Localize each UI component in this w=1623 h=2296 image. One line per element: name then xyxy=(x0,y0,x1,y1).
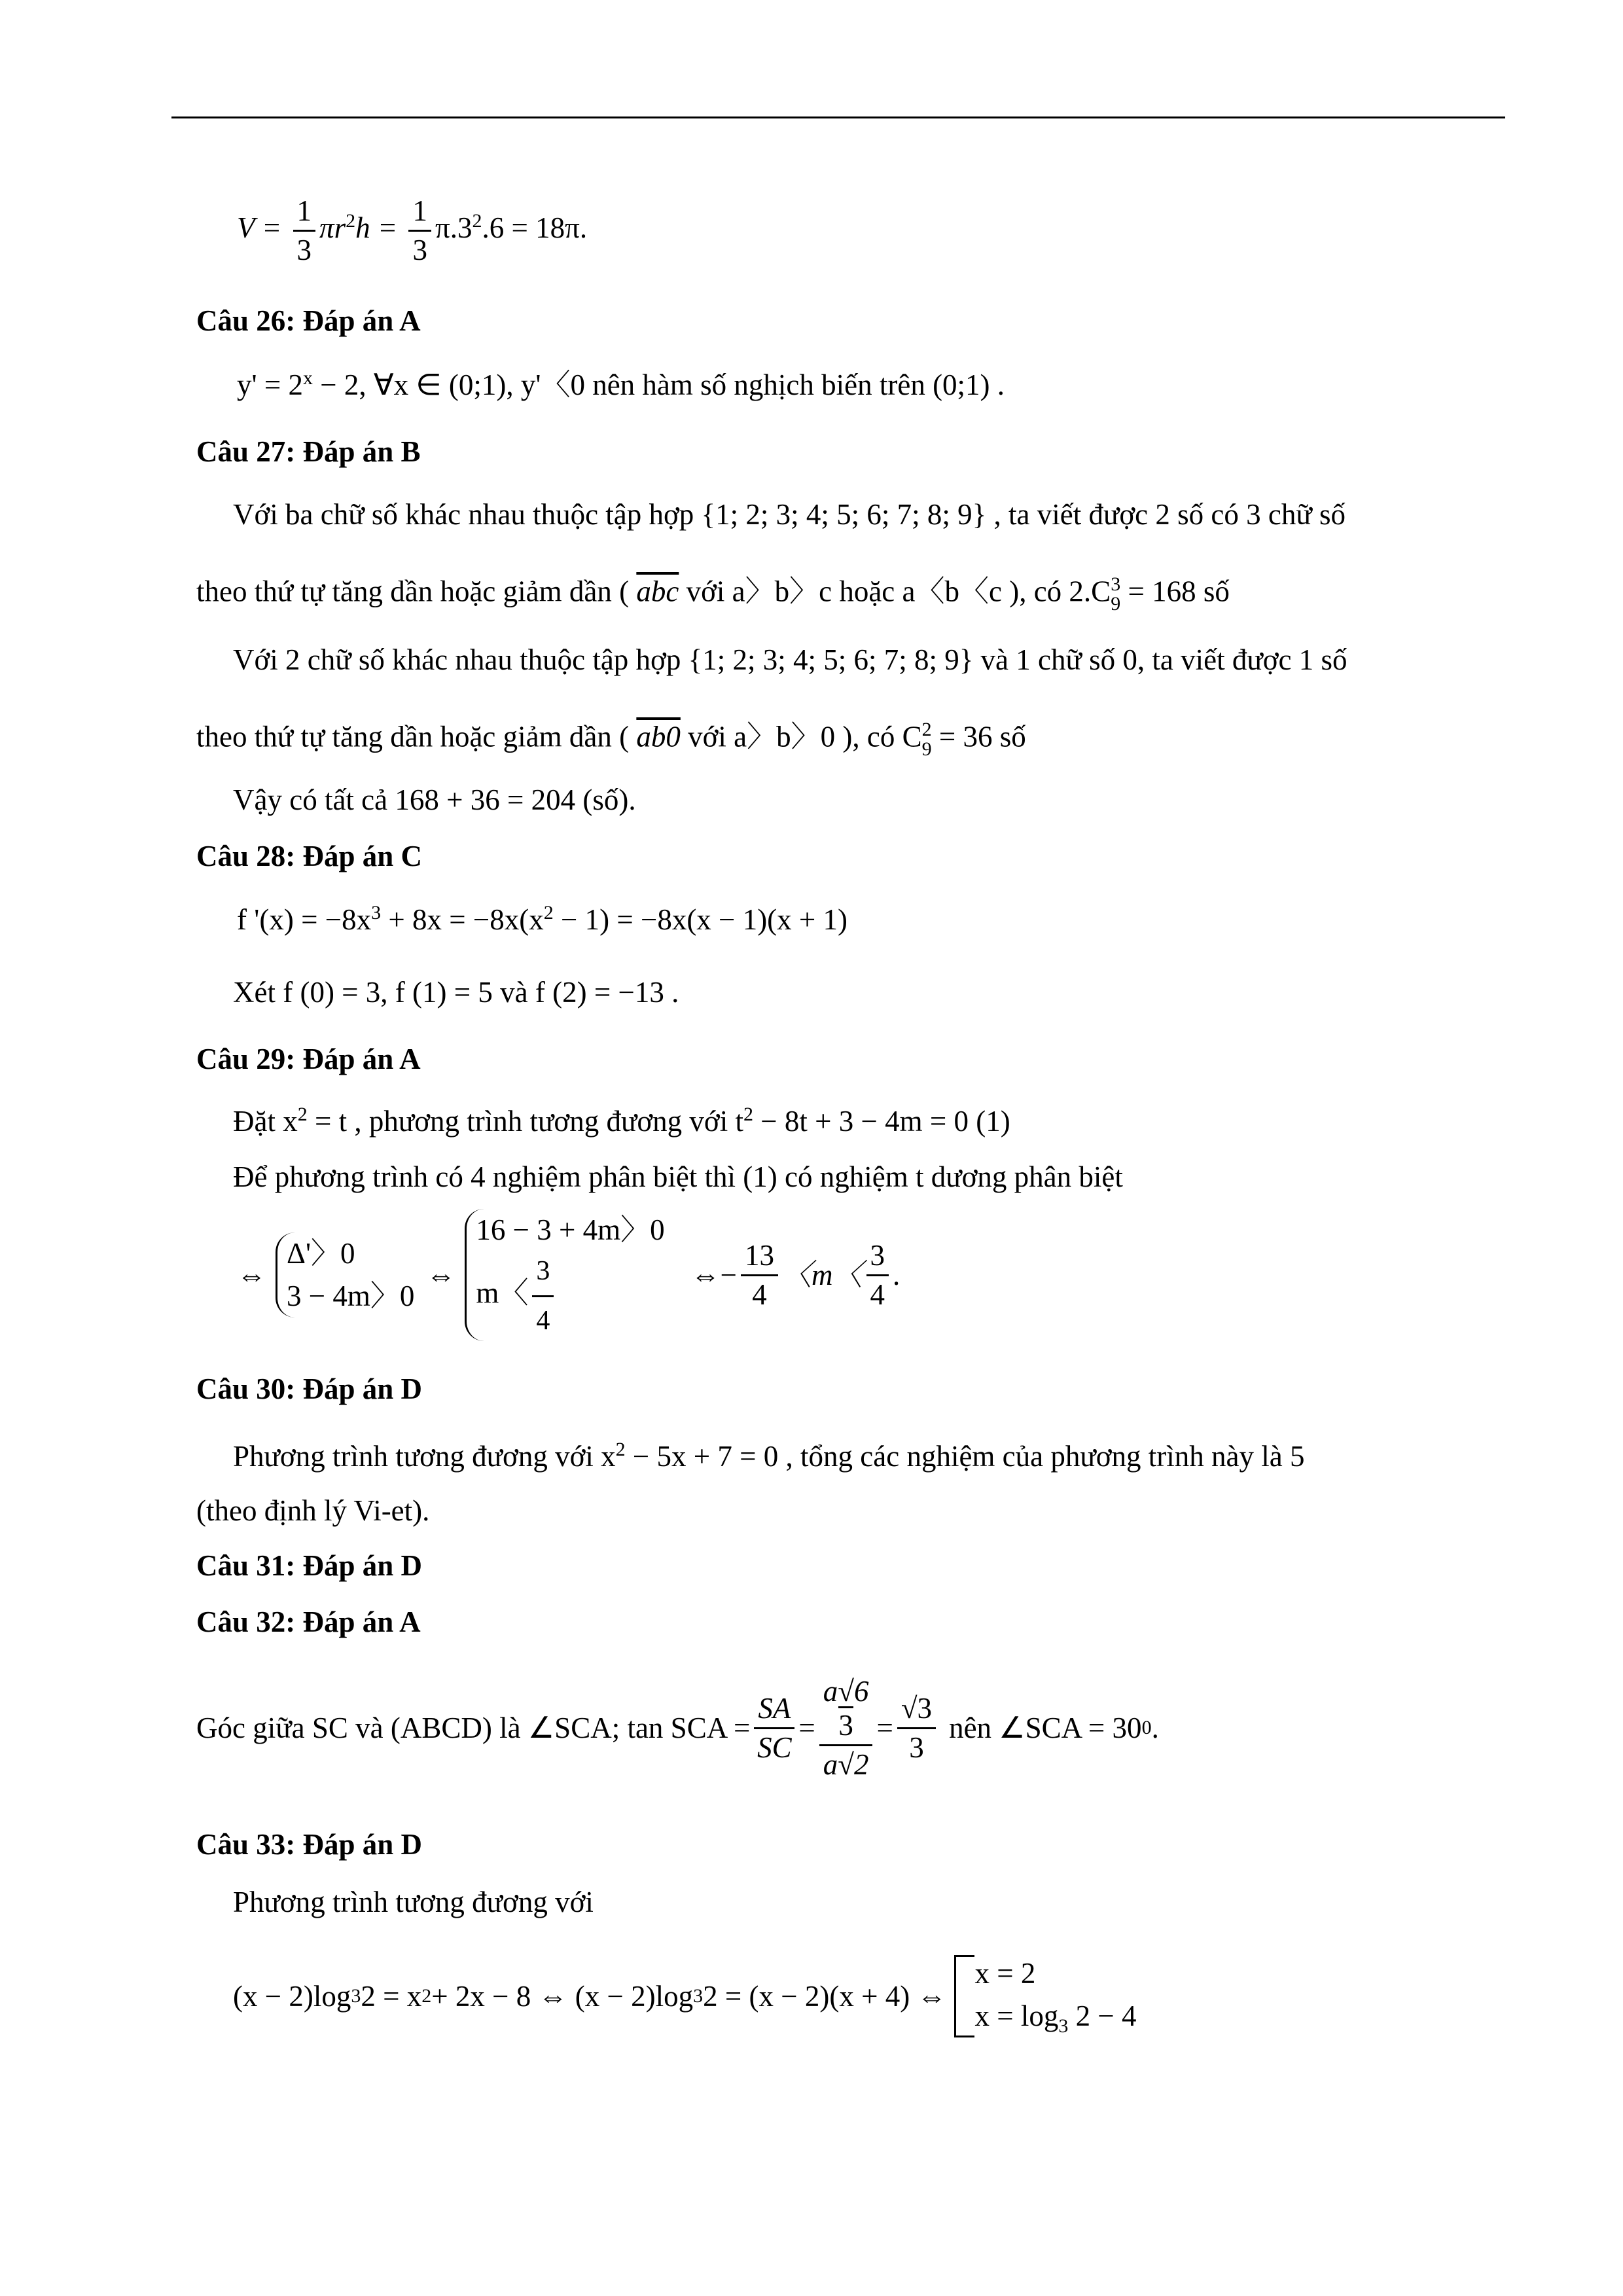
numerator: √3 xyxy=(897,1694,936,1729)
q27-line5: Vậy có tất cả 168 + 36 = 204 (số). xyxy=(233,783,636,816)
numerator xyxy=(819,1674,873,1746)
q33-e4: 2 = (x − 2)(x + 4) ⇔ xyxy=(703,1979,947,2013)
fraction-one-third-b xyxy=(408,196,431,265)
q27-l2b: với a〉b〉c hoặc a〈b〈c ), có 2.C xyxy=(679,575,1111,608)
q32-b: nên ∠SCA = 30 xyxy=(949,1711,1142,1744)
q26-sup: x xyxy=(303,367,313,389)
frac-sa-sc xyxy=(754,1691,794,1764)
system-2 xyxy=(465,1209,664,1341)
numerator: 1 xyxy=(293,196,316,232)
q33-e2: 2 = x xyxy=(361,1979,422,2013)
q26-line-b: − 2, ∀x ∈ (0;1), y'〈0 nên hàm số nghịch biến trên (0;1) . xyxy=(313,368,1005,401)
sys1-row1: Δ'〉0 xyxy=(287,1236,355,1270)
denominator: a√2 xyxy=(823,1748,869,1781)
iff-arrow-3: ⇔ xyxy=(690,1258,721,1291)
iff-arrow-1: ⇔ xyxy=(237,1258,266,1291)
q27-l4a: theo thứ tự tăng dần hoặc giảm dần ( xyxy=(196,720,637,753)
volume-sup2: 2 xyxy=(472,209,482,232)
frac-3-4 xyxy=(532,1251,554,1341)
three: 3 xyxy=(838,1706,853,1740)
solution-1: x = 2 xyxy=(974,1956,1036,1990)
q28-line1: f '$(x) = -8x^3 + 8x = -8x(x^2 - 1) = -8x(x - 1)(x + 1)$ xyxy=(237,902,848,936)
q28-line2: Xét f (0) = 3, f (1) = 5 và f (2) = −13 . xyxy=(233,976,679,1009)
q30-title: Câu 30: Đáp án D xyxy=(196,1372,423,1405)
q27-title: Câu 27: Đáp án B xyxy=(196,435,421,468)
q30-line2: (theo định lý Vi-et). xyxy=(196,1494,430,1527)
denominator: 4 xyxy=(536,1306,550,1336)
q29-mid: 〈m〈 xyxy=(782,1258,863,1291)
q27-sup3: 3 xyxy=(1111,573,1121,595)
q29-dot: . xyxy=(893,1258,901,1291)
volume-formula xyxy=(237,196,587,265)
denominator: 3 xyxy=(412,234,427,266)
q28-l1b: + 8x = −8x(x xyxy=(381,903,544,936)
q29-title: Câu 29: Đáp án A xyxy=(196,1043,421,1075)
q29-l1c: − 8t + 3 − 4m = 0 (1) xyxy=(753,1105,1010,1138)
q33-sub: 3 xyxy=(351,1985,361,2007)
solution-2 xyxy=(974,1995,1136,2041)
a-sqrt6: a√6 xyxy=(823,1674,869,1708)
solution-list xyxy=(974,1952,1136,2041)
q27-l2c: = 168 số xyxy=(1120,575,1230,608)
q28-title: Câu 28: Đáp án C xyxy=(196,840,423,872)
q33-e1: (x − 2)log xyxy=(233,1979,351,2013)
q27-line4 xyxy=(196,720,1026,759)
q27-sub9b: 9 xyxy=(921,738,932,760)
frac-compound xyxy=(819,1674,873,1781)
q30-l1b: − 5x + 7 = 0 , tổng các nghiệm của phương trình này là 5 xyxy=(625,1440,1305,1473)
numerator: 1 xyxy=(408,196,431,232)
q27-sup2: 2 xyxy=(921,719,932,740)
q26-line-a: y' = 2 xyxy=(237,368,303,401)
q27-sub9: 9 xyxy=(1111,593,1121,615)
frac-sqrt3-3 xyxy=(897,1691,936,1764)
q29-system: ⇔ Δ'〉0 3 − 4m〉0 ⇔ 16 − 3 + 4m〉0 m〈 $\frac{3}{4}$ ⇔ − $\frac{13}{4}$ 〈m〈 $\frac{3}{4}$ . xyxy=(237,1216,900,1334)
denominator: 3 xyxy=(296,234,312,266)
iff-arrow-2: ⇔ xyxy=(426,1258,456,1291)
q33-equation: (x − 2)log 3 2 = x 2 + 2x − 8 ⇔ (x − 2)log 3 2 = (x − 2)(x + 4) ⇔ x = 2 $x = \log_3 2 - 4$ xyxy=(233,1944,1136,2049)
solution-2b: 2 − 4 xyxy=(1068,1999,1137,2032)
q30-line1: Phương trình tương đương với $x^2 - 5x + 7 = 0$ , tổng các nghiệm của phương trình này là 5 xyxy=(233,1439,1305,1473)
q29-line2: Để phương trình có 4 nghiệm phân biệt thì (1) có nghiệm t dương phân biệt xyxy=(233,1160,1123,1193)
frac-13-4 xyxy=(741,1238,778,1311)
solution-bracket xyxy=(954,1955,974,2037)
numerator: 3 xyxy=(532,1251,554,1297)
header-rule xyxy=(171,117,1505,118)
q31-title: Câu 31: Đáp án D xyxy=(196,1549,423,1582)
q33-e3: + 2x − 8 ⇔ (x − 2)log xyxy=(431,1979,694,2013)
q26-title: Câu 26: Đáp án A xyxy=(196,304,421,337)
denominator: 4 xyxy=(752,1278,767,1311)
q32-title: Câu 32: Đáp án A xyxy=(196,1605,421,1638)
q32-deg: 0 xyxy=(1141,1717,1152,1738)
volume-pi-r: πr xyxy=(319,211,346,244)
q27-sup-sub2 xyxy=(922,720,932,759)
q28-l1c: − 1) = −8x(x − 1)(x + 1) xyxy=(553,903,848,936)
q29-line1: Đặt $x^2 = t$ , phương trình tương đương với $t^2 - 8t + 3 - 4m = 0$ (1) xyxy=(233,1103,1010,1138)
sys2-row1: 16 − 3 + 4m〉0 xyxy=(476,1213,665,1246)
denominator: SC xyxy=(757,1731,792,1764)
q26-line xyxy=(237,368,1005,400)
system-1 xyxy=(276,1232,414,1318)
q29-l1b: = t , phương trình tương đương với t xyxy=(307,1105,743,1138)
q32-a: Góc giữa SC và (ABCD) là ∠SCA; tan SCA = xyxy=(196,1711,751,1744)
volume-h: h = xyxy=(355,211,398,244)
denominator: 3 xyxy=(909,1731,924,1764)
q33-sub2: 3 xyxy=(693,1985,704,2007)
sys1-row2: 3 − 4m〉0 xyxy=(287,1280,415,1312)
fraction-one-third-a xyxy=(293,196,316,265)
q33-title: Câu 33: Đáp án D xyxy=(196,1828,423,1861)
q27-l4c: = 36 số xyxy=(931,720,1026,753)
q27-line1: Với ba chữ số khác nhau thuộc tập hợp {1; 2; 3; 4; 5; 6; 7; 8; 9} , ta viết được 2 số có 3 chữ số xyxy=(233,498,1346,531)
numerator: 13 xyxy=(741,1241,778,1276)
frac-3-4b xyxy=(866,1238,889,1311)
denominator: 4 xyxy=(870,1278,885,1311)
volume-pi-3: π.3 xyxy=(435,211,473,244)
solution-2a: x = log xyxy=(974,1999,1059,2032)
q32-end: . xyxy=(1151,1711,1159,1744)
q29-l1a: Đặt x xyxy=(233,1105,298,1138)
q27-l2a: theo thứ tự tăng dần hoặc giảm dần ( xyxy=(196,575,637,608)
q28-l1a: f '(x) = −8x xyxy=(237,903,372,936)
numerator: SA xyxy=(754,1694,794,1729)
q27-l4b: với a〉b〉0 ), có C xyxy=(680,720,922,753)
volume-sup: 2 xyxy=(346,209,356,232)
q30-l1a: Phương trình tương đương với x xyxy=(233,1440,616,1473)
numerator: 3 xyxy=(866,1241,889,1276)
sys2-m: m〈 xyxy=(476,1276,529,1310)
volume-lhs: V = xyxy=(237,211,282,244)
q33-line1: Phương trình tương đương với xyxy=(233,1886,594,1918)
volume-result: .6 = 18π. xyxy=(482,211,588,244)
q27-line2 xyxy=(196,575,1230,614)
q27-sup-sub xyxy=(1111,575,1120,614)
q27-abc: $\overline{abc}$ xyxy=(636,575,679,608)
q27-line3: Với 2 chữ số khác nhau thuộc tập hợp {1; 2; 3; 4; 5; 6; 7; 8; 9} và 1 chữ số 0, ta viết được 1 số xyxy=(233,643,1347,676)
sys2-row2 xyxy=(476,1251,664,1341)
q32-line: Góc giữa SC và (ABCD) là ∠SCA; tan SCA = $\frac{SA}{SC}$ = a√6 3 a√2 = $\frac{√3}{3}$ nên ∠SCA = 30 0 . xyxy=(196,1674,1159,1781)
solution-2-sub: 3 xyxy=(1058,2015,1069,2037)
q27-ab0: ab0 xyxy=(636,720,681,753)
